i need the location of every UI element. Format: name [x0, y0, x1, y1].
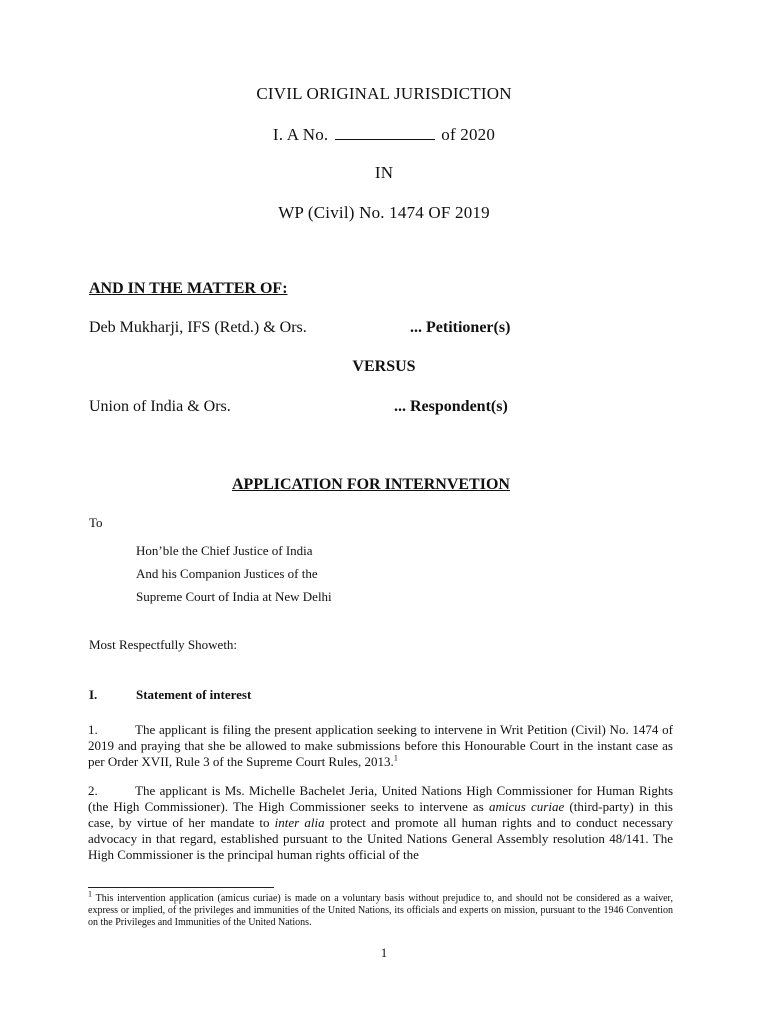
paragraph-2-inter-alia: inter alia — [274, 815, 325, 830]
application-title: APPLICATION FOR INTERNVETION — [232, 476, 510, 493]
paragraph-2-text-b: (third-party) in this case, by virtue of her mandate to — [88, 799, 673, 830]
footnote-1-text: This intervention application (amicus curiae) is made on a voluntary basis without prejudice to, and should not be considered as a waiver, express or implied, of the privileges and immunities of the United Nations, its officials and experts on mission, pursuant to the 1946 Convention on the Privileges and Immunities of the United Nations. — [88, 893, 673, 928]
paragraph-2-text-c: protect and promote all human rights and to conduct necessary advocacy in that regard, established pursuant to the United Nations General Assembly resolution 48/141. The High Commissioner is the principal human rights official of the — [88, 815, 674, 862]
ia-prefix: I. A No. — [272, 125, 329, 144]
section-title: Statement of interest — [136, 687, 252, 702]
paragraph-1 — [88, 722, 673, 770]
address-line-2: And his Companion Justices of the — [136, 566, 318, 581]
matter-heading: AND IN THE MATTER OF: — [89, 280, 288, 297]
footnote-divider — [88, 887, 274, 888]
respondent-name: Union of India & Ors. — [89, 398, 231, 415]
jurisdiction-heading: CIVIL ORIGINAL JURISDICTION — [256, 84, 512, 103]
address-line-1: Hon’ble the Chief Justice of India — [136, 543, 313, 558]
paragraph-2-text-a: The applicant is Ms. Michelle Bachelet Jeria, United Nations High Commissioner for Human Rights (the High Commissioner). The High Commissioner seeks to intervene as — [88, 783, 673, 814]
paragraph-2 — [88, 783, 673, 863]
address-line-3: Supreme Court of India at New Delhi — [136, 589, 332, 604]
footnote-1 — [88, 889, 673, 929]
salutation: Most Respectfully Showeth: — [89, 637, 238, 652]
ia-number-line — [0, 125, 768, 145]
section-number: I. — [89, 687, 98, 702]
petitioner-name: Deb Mukharji, IFS (Retd.) & Ors. — [89, 319, 307, 336]
ia-number-blank — [335, 125, 435, 140]
versus-label: VERSUS — [352, 358, 416, 375]
petitioner-role: ... Petitioner(s) — [410, 319, 511, 336]
paragraph-1-number: 1. — [88, 722, 98, 737]
paragraph-2-amicus: amicus curiae — [488, 799, 565, 814]
paragraph-1-text: The applicant is filing the present application seeking to intervene in Writ Petition (Civil) No. 1474 of 2019 and praying that she be allowed to make submissions before this Honourable Court in the instant case as per Order XVII, Rule 3 of the Supreme Court Rules, 2013. — [88, 722, 673, 769]
page-number: 1 — [380, 945, 388, 960]
paragraph-2-number: 2. — [88, 783, 98, 798]
footnote-ref-1[interactable]: 1 — [393, 753, 398, 763]
respondent-role: ... Respondent(s) — [394, 398, 508, 415]
footnote-1-marker: 1 — [88, 889, 92, 899]
writ-petition-number: WP (Civil) No. 1474 OF 2019 — [278, 203, 490, 222]
in-label: IN — [374, 163, 394, 182]
address-to: To — [89, 515, 103, 530]
ia-suffix: of 2020 — [441, 125, 496, 144]
